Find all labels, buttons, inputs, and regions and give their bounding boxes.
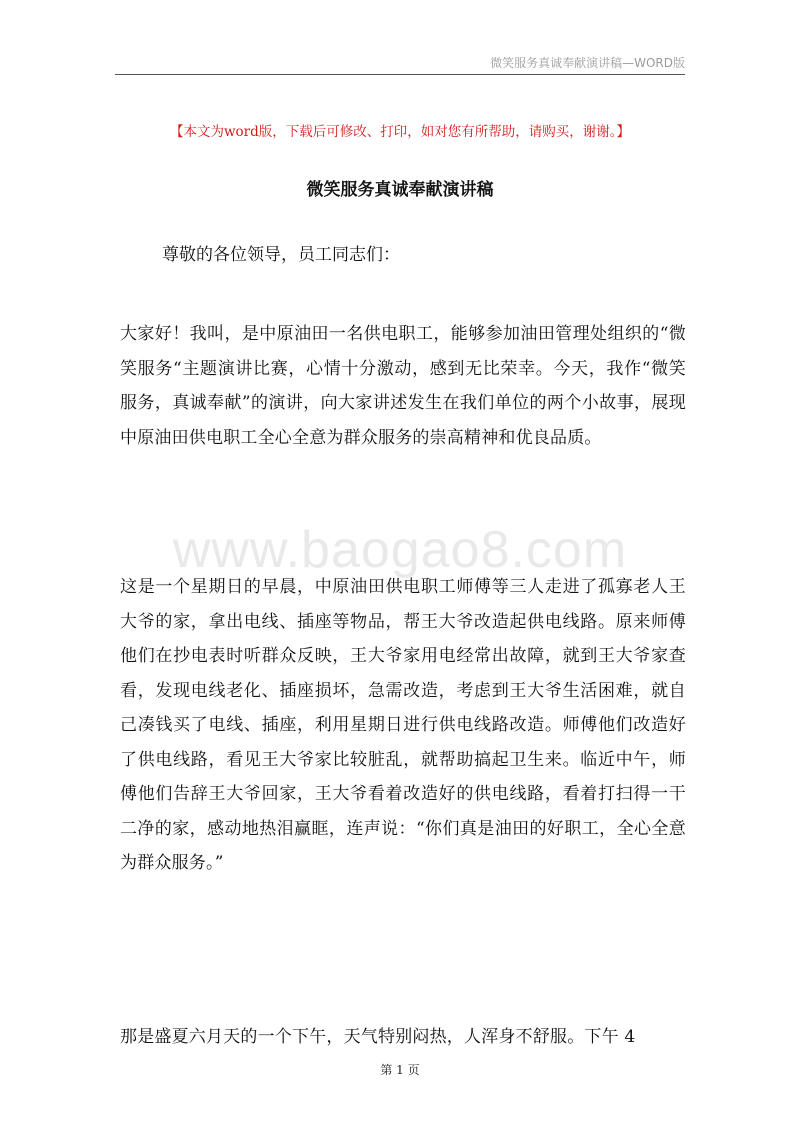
body-paragraph: 大家好！我叫，是中原油田一名供电职工，能够参加油田管理处组织的“微笑服务“主题演讲比赛，心情十分激动，感到无比荣幸。今天，我作“微笑服务，真诚奉献”的演讲，向大家讲述发生在我们单位的两个小故事，展现中原油田供电职工全心全意为群众服务的崇高精神和优良品质。 <box>120 324 686 448</box>
page-title: 微笑服务真诚奉献演讲稿 <box>306 180 494 200</box>
download-notice: 【本文为word版，下载后可修改、打印，如对您有所帮助，请购买，谢谢。】 <box>169 124 631 140</box>
watermark: www.baogao8.com <box>172 521 628 579</box>
running-header: 微笑服务真诚奉献演讲稿—WORD版 <box>490 56 685 70</box>
salutation: 尊敬的各位领导，员工同志们： <box>162 245 400 265</box>
body-paragraph: 这是一个星期日的早晨，中原油田供电职工师傅等三人走进了孤寡老人王大爷的家，拿出电线、插座等物品，帮王大爷改造起供电线路。原来师傅他们在抄电表时听群众反映，王大爷家用电经常出故障，就到王大爷家查看，发现电线老化、插座损坏，急需改造，考虑到王大爷生活困难，就自己凑钱买了电线、插座，利用星期日进行供电线路改造。师傅他们改造好了供电线路，看见王大爷家比较脏乱，就帮助搞起卫生来。临近中午，师傅他们告辞王大爷回家，王大爷看着改造好的供电线路，看着打扫得一干二净的家，感动地热泪赢眶，连声说：“你们真是油田的好职工，全心全意为群众服务。” <box>120 577 686 873</box>
page-number: 第 1 页 <box>380 1063 420 1077</box>
body-paragraph: 那是盛夏六月天的一个下午，天气特别闷热，人浑身不舒服。下午 4 <box>120 1027 636 1047</box>
header-rule <box>115 74 685 75</box>
